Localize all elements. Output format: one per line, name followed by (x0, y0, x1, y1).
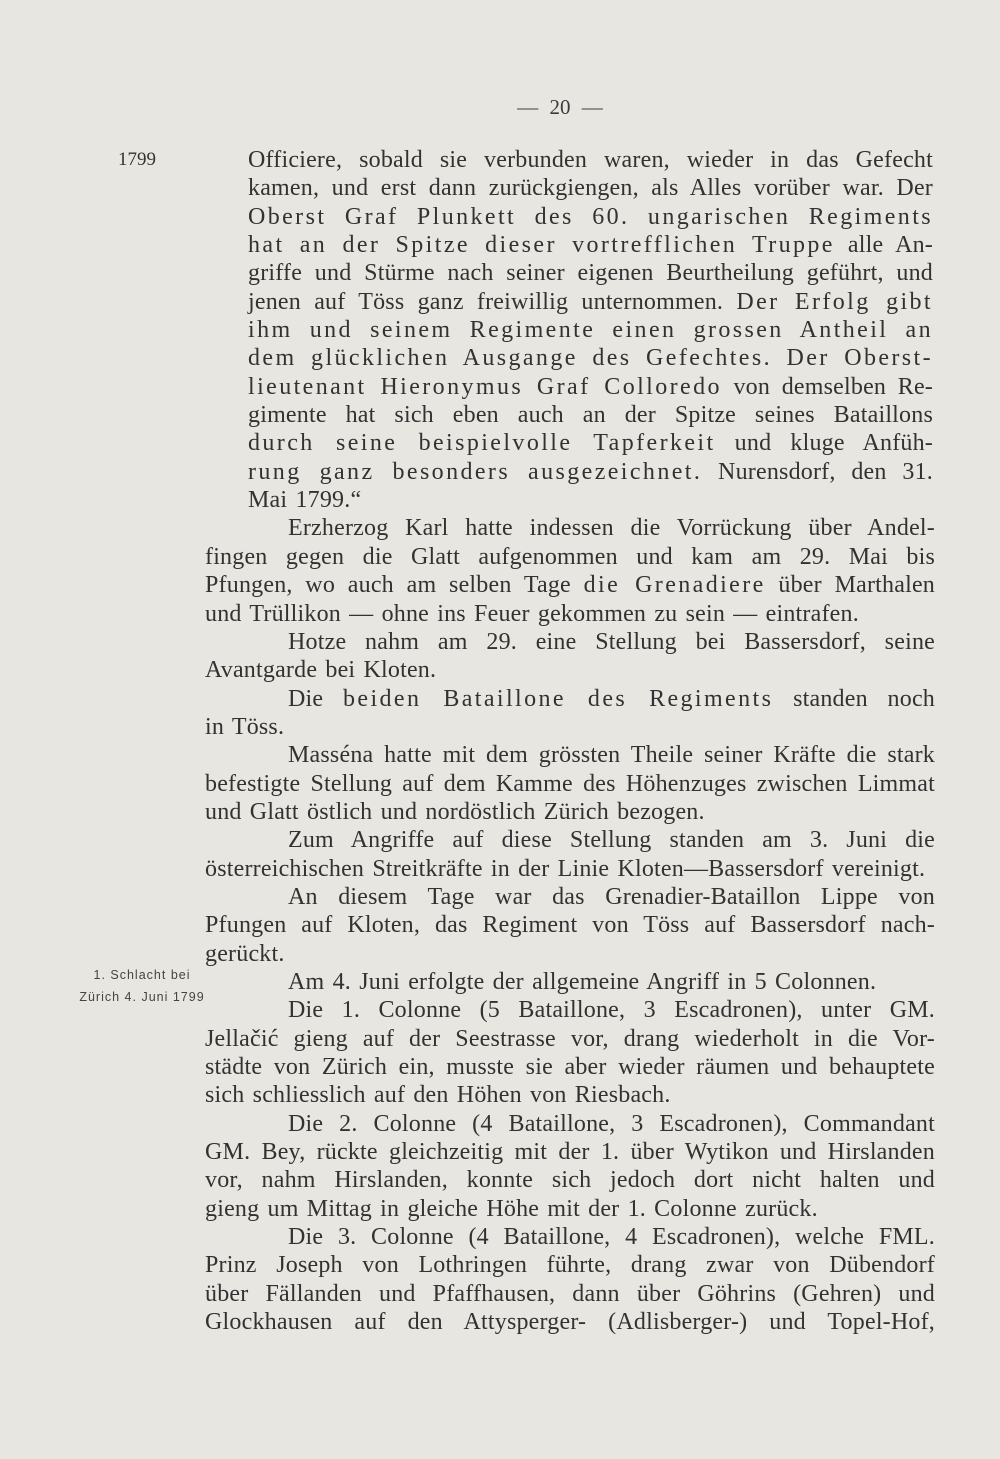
paragraph (205, 826, 935, 883)
text-segment: Die 3. Colonne (4 Bataillone, 4 Escadronen), welche FML. (288, 1224, 935, 1251)
margin-note-battle (70, 964, 214, 1008)
text-line (248, 231, 933, 259)
text-line (205, 1138, 935, 1166)
text-segment: Prinz Joseph von Lothringen führte, drang zwar von Dübendorf (205, 1252, 935, 1279)
text-line (248, 203, 933, 231)
text-line (205, 940, 935, 968)
text-segment: Die 1. Colonne (5 Bataillone, 3 Escadronen), unter GM. (288, 997, 935, 1024)
text-line (248, 259, 933, 287)
text-line (205, 1025, 935, 1053)
emphasized-text: hat an der Spitze dieser vortrefflichen Truppe (248, 232, 835, 259)
text-line (205, 1280, 935, 1308)
emphasized-text: beiden Bataillone des Regiments (343, 685, 774, 712)
text-line (205, 600, 935, 628)
text-segment: Am 4. Juni erfolgte der allgemeine Angriff in 5 Colonnen. (288, 968, 877, 995)
text-line (248, 401, 933, 429)
text-line (248, 146, 933, 174)
text-line (205, 968, 935, 996)
text-segment: jenen auf Töss ganz freiwillig unternommen. (248, 288, 737, 315)
emphasized-text: Der Erfolg gibt (736, 288, 933, 315)
emphasized-text: rung ganz besonders ausgezeichnet. (248, 458, 703, 485)
emphasized-text: die Grenadiere (583, 572, 766, 599)
quoted-text-block (248, 146, 933, 514)
text-line (248, 486, 933, 514)
text-segment: vor, nahm Hirslanden, konnte sich jedoch dort nicht halten und (205, 1167, 935, 1194)
text-line (248, 373, 933, 401)
emphasized-text: durch seine beispielvolle Tapferkeit (248, 430, 716, 457)
text-segment: Die (288, 685, 344, 712)
text-line (205, 1166, 935, 1194)
text-line (205, 883, 935, 911)
paragraph (205, 628, 935, 685)
text-segment: Die 2. Colonne (4 Bataillone, 3 Escadronen), Commandant (288, 1110, 935, 1137)
text-segment: fingen gegen die Glatt aufgenommen und kam am 29. Mai bis (205, 543, 935, 570)
text-segment: österreichischen Streitkräfte in der Linie Kloten—Bassersdorf vereinigt. (205, 855, 926, 882)
text-segment: und kluge Anfüh- (715, 430, 934, 457)
text-segment: Masséna hatte mit dem grössten Theile seiner Kräfte die stark (288, 742, 935, 769)
text-segment: befestigte Stellung auf dem Kamme des Höhenzuges zwischen Limmat (205, 770, 935, 797)
text-line (248, 174, 933, 202)
text-segment: Zum Angriffe auf diese Stellung standen am 3. Juni die (288, 827, 935, 854)
text-line (205, 1081, 935, 1109)
text-line (205, 826, 935, 854)
text-line (248, 288, 933, 316)
text-line (205, 911, 935, 939)
paragraph (205, 1110, 935, 1223)
text-segment: kamen, und erst dann zurückgiengen, als Alles vorüber war. Der (248, 175, 933, 202)
emphasized-text: lieutenant Hieronymus Graf Colloredo (248, 373, 722, 400)
text-segment: Officiere, sobald sie verbunden waren, wieder in das Gefecht (248, 147, 933, 173)
emphasized-text: ihm und seinem Regimente einen grossen Antheil an (248, 317, 933, 344)
text-segment: Pfungen auf Kloten, das Regiment von Töss auf Bassersdorf nach- (205, 912, 935, 939)
paragraph (205, 514, 935, 627)
text-segment: Hotze nahm am 29. eine Stellung bei Bassersdorf, seine (288, 628, 935, 655)
text-segment: von demselben Re- (721, 373, 933, 400)
margin-note-line: Zürich 4. Juni 1799 (79, 990, 205, 1004)
text-segment: Nurensdorf, den 31. (702, 458, 934, 485)
text-segment: gimente hat sich eben auch an der Spitze seines Bataillons (248, 402, 933, 429)
paragraph (205, 996, 935, 1109)
text-line (205, 996, 935, 1024)
body-text (205, 146, 935, 1336)
text-segment: in Töss. (205, 713, 285, 740)
text-segment: städte von Zürich ein, musste sie aber wieder räumen und behauptete (205, 1054, 935, 1080)
text-segment: Pfungen, wo auch am selben Tage (205, 572, 584, 599)
text-line (248, 344, 933, 372)
text-line (205, 1308, 935, 1336)
text-segment: über Fällanden und Pfaffhausen, dann über Göhrins (Gehren) und (205, 1280, 935, 1307)
text-line (205, 741, 935, 769)
text-segment: Glockhausen auf den Attysperger- (Adlisberger-) und Topel-Hof, (205, 1309, 935, 1336)
text-segment: gerückt. (205, 940, 285, 967)
text-line (205, 713, 935, 741)
text-segment: standen noch (773, 685, 935, 712)
text-line (205, 514, 935, 542)
text-line (205, 656, 935, 684)
text-segment: griffe und Stürme nach seiner eigenen Beurtheilung geführt, und (248, 260, 933, 287)
text-segment: über Marthalen (765, 572, 935, 599)
text-line (248, 316, 933, 344)
text-segment: An diesem Tage war das Grenadier-Bataillon Lippe von (288, 883, 935, 910)
text-segment: Avantgarde bei Kloten. (205, 657, 437, 684)
text-line (205, 1223, 935, 1251)
paragraph (205, 968, 935, 996)
page-number: — 20 — (517, 95, 603, 119)
text-segment: und Trüllikon — ohne ins Feuer gekommen zu sein — eintrafen. (205, 600, 859, 627)
text-segment: und Glatt östlich und nordöstlich Zürich bezogen. (205, 798, 705, 825)
text-segment: Erzherzog Karl hatte indessen die Vorrückung über Andel- (288, 515, 935, 542)
margin-note-year: 1799 (118, 149, 156, 170)
text-line (248, 458, 933, 486)
text-segment: GM. Bey, rückte gleichzeitig mit der 1. über Wytikon und Hirslanden (205, 1139, 935, 1166)
text-line (205, 1251, 935, 1279)
text-segment: sich schliesslich auf den Höhen von Riesbach. (205, 1082, 671, 1109)
text-segment: Mai 1799.“ (248, 487, 362, 514)
emphasized-text: dem glücklichen Ausgange des Gefechtes. Der Oberst- (248, 345, 933, 372)
paragraphs (205, 514, 935, 1336)
paragraph (205, 685, 935, 742)
text-line (205, 543, 935, 571)
text-line (205, 1195, 935, 1223)
text-line (205, 855, 935, 883)
text-segment: alle An- (834, 232, 933, 259)
emphasized-text: Oberst Graf Plunkett des 60. ungarischen Regiments (248, 203, 933, 230)
paragraph (205, 883, 935, 968)
text-line (205, 798, 935, 826)
text-line (205, 1110, 935, 1138)
text-line (205, 685, 935, 713)
text-line (205, 770, 935, 798)
paragraph (205, 741, 935, 826)
paragraph (205, 1223, 935, 1336)
text-segment: Jellačić gieng auf der Seestrasse vor, drang wiederholt in die Vor- (205, 1025, 935, 1052)
text-line (205, 1053, 935, 1081)
text-line (248, 429, 933, 457)
text-line (205, 628, 935, 656)
text-segment: gieng um Mittag in gleiche Höhe mit der 1. Colonne zurück. (205, 1195, 818, 1222)
text-line (205, 571, 935, 599)
margin-note-line: 1. Schlacht bei (93, 968, 191, 982)
